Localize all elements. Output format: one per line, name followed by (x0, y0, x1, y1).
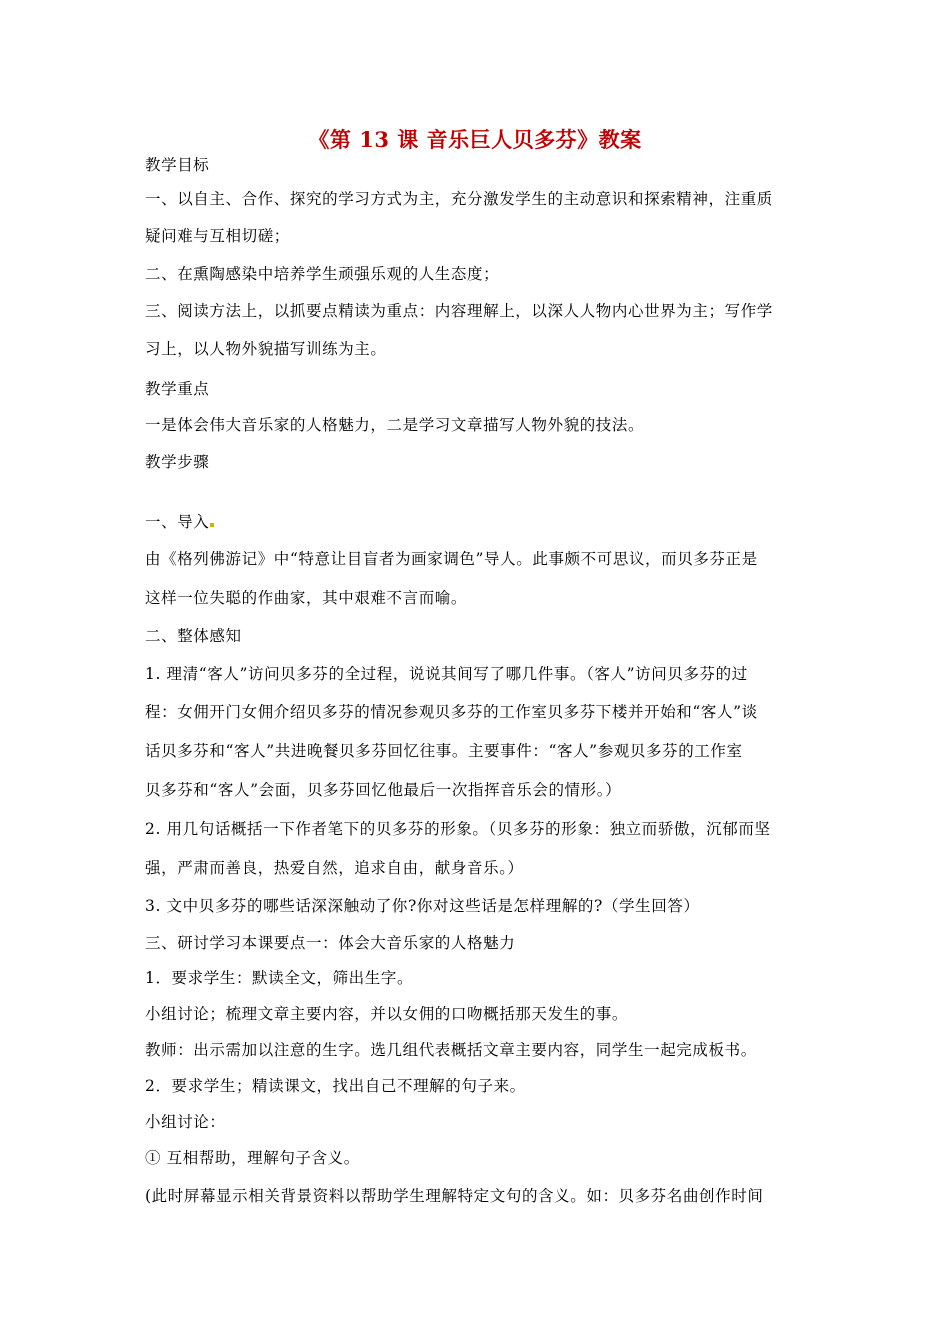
paragraph-line: ① 互相帮助，理解句子含义。 (145, 1149, 360, 1167)
paragraph-line: 小组讨论： (145, 1113, 226, 1131)
paragraph-line: 2. 用几句话概括一下作者笔下的贝多芬的形象。（贝多芬的形象：独立而骄傲，沉郁而坚 (145, 820, 771, 838)
paragraph-line: 2．要求学生；精读课文，找出自己不理解的句子来。 (145, 1077, 526, 1095)
paragraph-line: 一是体会伟大音乐家的人格魅力，二是学习文章描写人物外貌的技法。 (145, 416, 645, 434)
section-heading: 三、研讨学习本课要点一：体会大音乐家的人格魅力 (145, 934, 516, 952)
paragraph-line: 强，严肃而善良，热爱自然，追求自由，献身音乐。） (145, 859, 524, 877)
paragraph-line: 疑问难与互相切磋； (145, 227, 290, 245)
paragraph-line: 二、在熏陶感染中培养学生顽强乐观的人生态度； (145, 265, 500, 283)
paragraph-line: 3. 文中贝多芬的哪些话深深触动了你?你对这些话是怎样理解的?（学生回答） (145, 897, 700, 915)
heading-teaching-steps: 教学步骤 (145, 453, 210, 471)
paragraph-line: 三、阅读方法上，以抓要点精读为重点：内容理解上，以深人人物内心世界为主；写作学 (145, 302, 773, 320)
paragraph-line: (此时屏幕显示相关背景资料以帮助学生理解特定文句的含义。如：贝多芬名曲创作时间 (145, 1187, 764, 1205)
highlight-marker (210, 523, 214, 527)
paragraph-line: 贝多芬和“客人”会面，贝多芬回忆他最后一次指挥音乐会的情形。） (145, 781, 622, 799)
paragraph-line: 话贝多芬和“客人”共进晚餐贝多芬回忆往事。主要事件：“客人”参观贝多芬的工作室 (145, 742, 743, 760)
section-heading (145, 510, 810, 532)
section-heading-text: 一、导入 (145, 513, 210, 531)
paragraph-line: 一、以自主、合作、探究的学习方式为主，充分激发学生的主动意识和探索精神，注重质 (145, 190, 773, 208)
paragraph-line: 教师：出示需加以注意的生字。选几组代表概括文章主要内容，同学生一起完成板书。 (145, 1041, 757, 1059)
document-title: 《第 13 课 音乐巨人贝多芬》教案 (308, 127, 642, 152)
paragraph-line: 程：女佣开门女佣介绍贝多芬的情况参观贝多芬的工作室贝多芬下楼并开始和“客人”谈 (145, 703, 758, 721)
paragraph-line: 1．要求学生：默读全文，筛出生字。 (145, 969, 414, 987)
heading-teaching-goals: 教学目标 (145, 156, 210, 174)
paragraph-line: 这样一位失聪的作曲家，其中艰难不言而喻。 (145, 589, 468, 607)
heading-teaching-focus: 教学重点 (145, 380, 210, 398)
paragraph-line: 小组讨论；梳理文章主要内容，并以女佣的口吻概括那天发生的事。 (145, 1005, 629, 1023)
paragraph-line: 1. 理清“客人”访问贝多芬的全过程，说说其间写了哪几件事。（客人”访问贝多芬的过 (145, 665, 748, 683)
section-heading: 二、整体感知 (145, 627, 242, 645)
paragraph-line: 由《格列佛游记》中“特意让目盲者为画家调色”导人。此事颇不可思议，而贝多芬正是 (145, 550, 758, 568)
paragraph-line: 习上，以人物外貌描写训练为主。 (145, 340, 387, 358)
